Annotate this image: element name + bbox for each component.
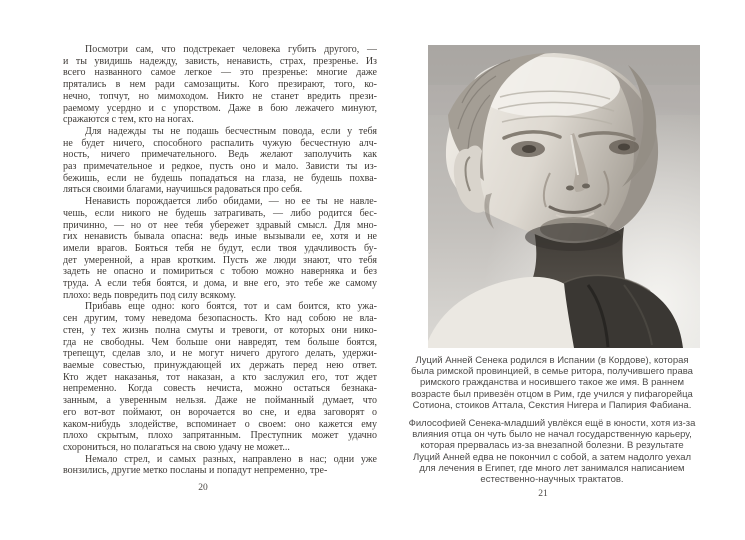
text-line: Для надежды ты не подашь бесчестным повода, если у тебя <box>85 125 377 137</box>
caption-line: Сотиона, стоиков Аттала, Секстия Нигера и Папирия Фабиана. <box>412 399 692 411</box>
caption-paragraph <box>406 355 698 411</box>
text-line: ваемые совестью, принуждающей их держать перед нею ответ. <box>63 359 377 371</box>
text-line: непременно. Когда совесть нечиста, можно остаться безнака- <box>63 383 377 395</box>
caption-line: Луций Анней едва не покончил с собой, а затем надолго уехал <box>412 451 692 463</box>
text-line: всего названного самое легкое — это презренье: многие даже <box>63 67 377 79</box>
text-line: нечно, топчут, но мимоходом. Никто не станет вредить прези- <box>63 90 377 102</box>
text-line: и ты увидишь надежду, зависть, ненависть, страх, презренье. Из <box>63 55 377 67</box>
caption-line: Луций Анней Сенека родился в Испании (в Кордове), которая <box>415 355 689 366</box>
text-line: дет умеренной, а нрав кротким. Пусть же люди знают, что тебя <box>63 254 377 266</box>
caption-line: была римской провинцией, в семье ритора, получившего права <box>411 366 693 378</box>
text-line: сен другим, тому неведома безопасность. Кто над собою не вла- <box>63 313 377 325</box>
text-line: раемому усердно и с упорством. Даже в бою лежачего минуют, <box>63 102 377 114</box>
text-line: его вот-вот поймают, он ворочается во сне, и едва заговорят о <box>63 406 377 418</box>
caption-line: для лечения в Египет, где много лет занимался написанием <box>419 462 685 474</box>
seneca-bust-photo <box>428 45 700 348</box>
text-line: Посмотри сам, что подстрекает человека губить другого, — <box>85 44 377 55</box>
paragraph <box>63 196 377 301</box>
page-number-right: 21 <box>538 489 548 499</box>
text-line: гда не свободны. Чем больше они навредят, тем больше боятся, <box>63 336 377 348</box>
caption-paragraph <box>406 418 698 485</box>
text-line: схорониться, но полагаться на свою удачу не может... <box>63 441 290 453</box>
photo-figure <box>428 45 700 348</box>
caption-line: возрасте был привезён отцом в Рим, где учился у пифагорейца <box>411 388 693 400</box>
text-line: не будет ничего, способного распалить чужую бесчестную алч- <box>63 137 377 149</box>
text-line: плохо: ведь повредить под силу всякому. <box>63 289 236 301</box>
caption-line: римского гражданства и носившего такое же имя. В раннем <box>419 377 685 389</box>
paragraph <box>63 301 377 453</box>
paragraph <box>63 126 377 196</box>
text-line: причинно, — но от нее тебя убережет здравый смысл. Для мно- <box>63 219 377 231</box>
paragraph <box>63 44 377 126</box>
page-number-left: 20 <box>198 483 208 493</box>
text-line: сражаются с тем, кто на ногах. <box>63 114 194 126</box>
text-line: вонзились, другие метко посланы и попадут непременно, тре- <box>63 465 328 477</box>
text-line: Немало стрел, и самых разных, направлено в нас; одни уже <box>85 453 377 465</box>
text-line: Кто ждет наказанья, тот наказан, а кто заслужил его, тот ждет <box>63 371 377 383</box>
caption-line: Философией Сенека-младший увлёкся ещё в юности, хотя из-за <box>408 418 696 430</box>
text-line: чешь, если никого не будешь затрагивать, — либо родится бес- <box>63 207 377 219</box>
caption-line: которая прервалась из-за внезапной болезни. В результате <box>420 440 684 452</box>
text-line: бежишь, если не будешь попадаться на глаза, не будешь похва- <box>63 172 377 184</box>
text-line: гих ненависть бывала опасна: ведь иные вызывали ее, хотя и не <box>63 231 377 243</box>
text-line: плохо скрытым, плохо запрятанным. Преступник может удачно <box>63 430 377 442</box>
paragraph <box>63 454 377 477</box>
text-line: раз примечательное и редкое, пусть оно и мало. Зависти ты из- <box>63 161 377 173</box>
text-line: прятались в нем ради самозащиты. Кого презирают, того, ко- <box>63 79 377 91</box>
text-line: труда. А если тебя боятся, и дома, и вне его, это тебе же самому <box>63 278 377 290</box>
text-line: каком-нибудь злодействе, вспоминает о своем: оно кажется ему <box>63 418 377 430</box>
body-text <box>63 44 377 477</box>
text-line: трепещут, сделав зло, и не могут ничего другого делать, удержи- <box>63 348 377 360</box>
text-line: задеть не опасно и помириться с тобою можно наверняка и без <box>63 266 377 278</box>
photo-caption <box>406 355 698 485</box>
caption-line: влияния отца он чуть было не начал государственную карьеру, <box>412 429 692 441</box>
text-line: Прибавь еще одно: кого боятся, тот и сам боится, кто ужа- <box>85 301 377 313</box>
text-line: ность, ничего примечательного. Ведь желают заполучить как <box>63 149 377 161</box>
text-line: стен, у тех жизнь полна смуты и тревоги, от которых они нико- <box>63 324 377 336</box>
text-line: ляться своими благами, научишься радоваться про себя. <box>63 184 303 196</box>
text-line: занным, а уверенным нельзя. Даже не пойманный думает, что <box>63 395 377 407</box>
text-line: имели врагов. Бояться тебя не будут, если твоя удачливость бу- <box>63 242 377 254</box>
text-line: Ненависть порождается либо обидами, — но ее ты не навле- <box>85 196 377 208</box>
caption-line: естественно-научных трактатов. <box>480 474 624 486</box>
